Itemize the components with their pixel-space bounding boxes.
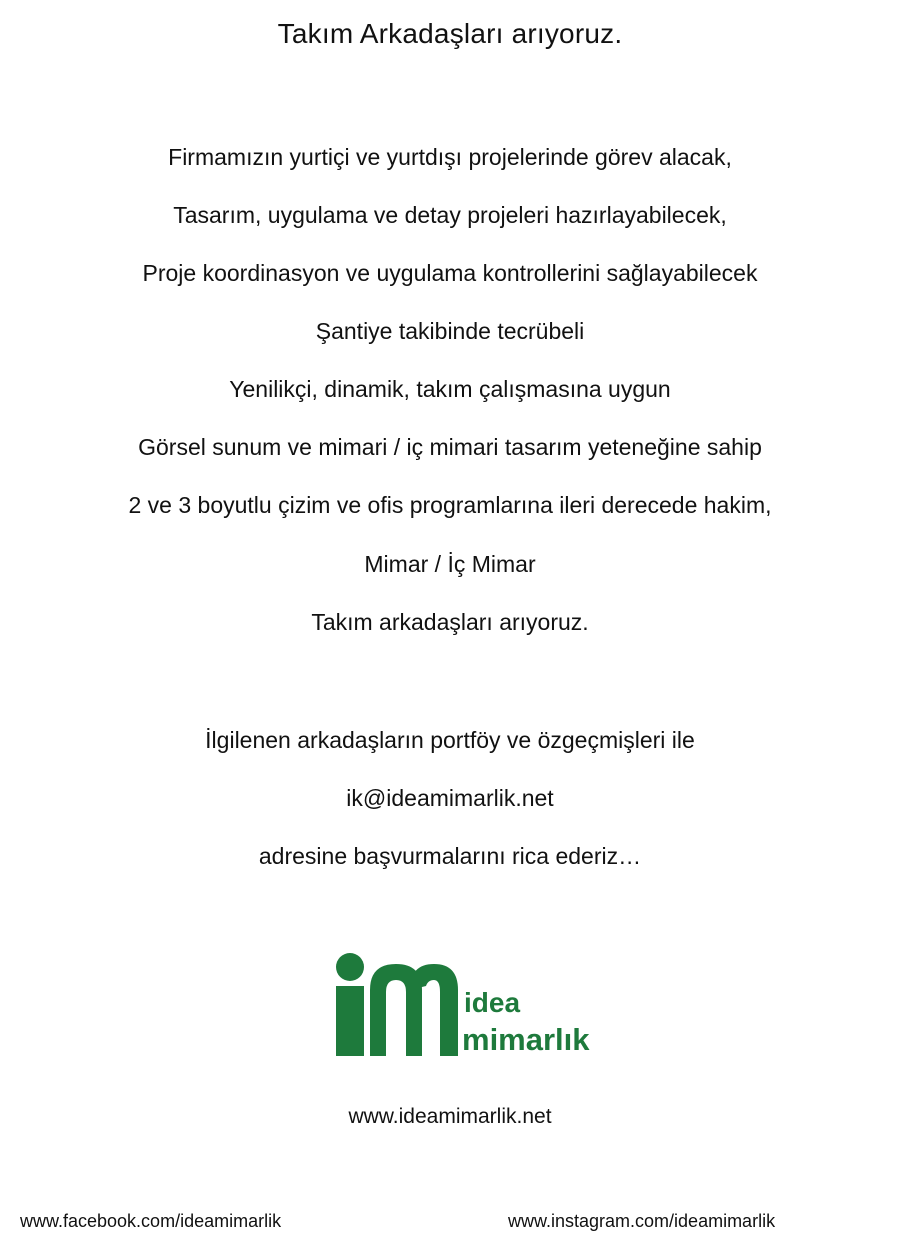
contact-email[interactable]: ik@ideamimarlik.net xyxy=(346,785,554,811)
instagram-link[interactable]: www.instagram.com/ideamimarlik xyxy=(508,1211,776,1231)
body-line-9: Takım arkadaşları arıyoruz. xyxy=(311,609,589,635)
body-line-2: Tasarım, uygulama ve detay projeleri hazırlayabilecek, xyxy=(173,202,727,228)
body-line-7: 2 ve 3 boyutlu çizim ve ofis programlarına ileri derecede hakim, xyxy=(128,492,772,518)
body-line-3: Proje koordinasyon ve uygulama kontrollerini sağlayabilecek xyxy=(142,260,758,286)
body-line-8: Mimar / İç Mimar xyxy=(364,551,536,577)
body-line-5: Yenilikçi, dinamik, takım çalışmasına uygun xyxy=(229,376,671,402)
company-logo xyxy=(330,950,610,1060)
body-line-1: Firmamızın yurtiçi ve yurtdışı projelerinde görev alacak, xyxy=(168,144,732,170)
logo-m-shape xyxy=(370,964,458,1056)
website-link[interactable]: www.ideamimarlik.net xyxy=(348,1105,552,1128)
body-line-6: Görsel sunum ve mimari / iç mimari tasarım yeteneğine sahip xyxy=(138,434,762,460)
contact-line-1: İlgilenen arkadaşların portföy ve özgeçmişleri ile xyxy=(205,727,695,753)
facebook-link[interactable]: www.facebook.com/ideamimarlik xyxy=(20,1211,282,1231)
logo-word-idea: idea xyxy=(464,987,521,1018)
page-title: Takım Arkadaşları arıyoruz. xyxy=(277,18,623,49)
logo-i-dot xyxy=(336,953,364,981)
logo-word-mimarlik: mimarlık xyxy=(462,1022,590,1057)
body-line-4: Şantiye takibinde tecrübeli xyxy=(315,318,585,344)
contact-line-3: adresine başvurmalarını rica ederiz… xyxy=(258,843,642,869)
logo-i-stem xyxy=(336,986,364,1056)
